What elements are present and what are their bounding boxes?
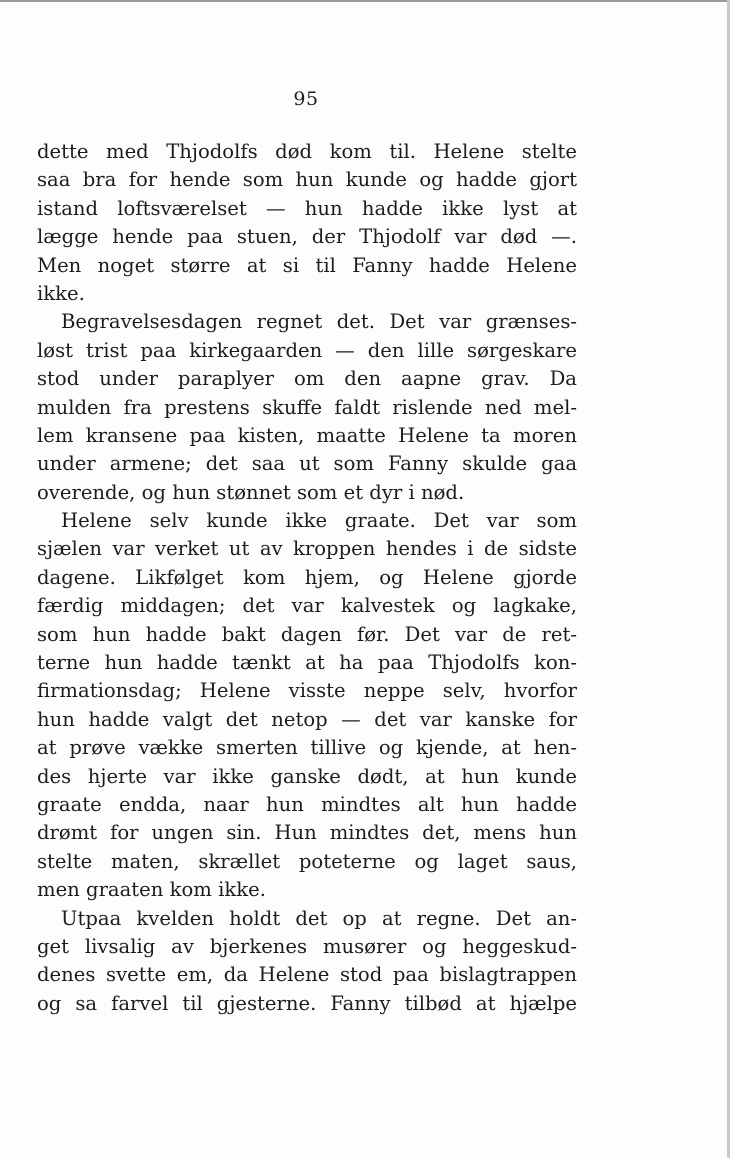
text-line: Men noget større at si til Fanny hadde Helene — [37, 253, 577, 277]
text-line: stelte maten, skrællet poteterne og laget saus, — [37, 849, 577, 873]
text-line: ikke. — [37, 281, 85, 305]
text-line: dagene. Likfølget kom hjem, og Helene gjorde — [37, 565, 577, 589]
text-line: drømt for ungen sin. Hun mindtes det, mens hun — [37, 821, 577, 845]
text-line: hun hadde valgt det netop — det var kanske for — [37, 707, 577, 731]
text-line: sjælen var verket ut av kroppen hendes i de sidste — [37, 537, 577, 561]
text-line: saa bra for hende som hun kunde og hadde gjort — [37, 168, 577, 192]
page-number: 95 — [293, 88, 319, 110]
text-line: denes svette em, da Helene stod paa bislagtrappen — [37, 963, 577, 987]
text-line: som hun hadde bakt dagen før. Det var de ret- — [37, 622, 577, 646]
text-line: Helene selv kunde ikke graate. Det var som — [61, 509, 577, 533]
text-line: færdig middagen; det var kalvestek og lagkake, — [37, 594, 577, 618]
text-line: overende, og hun stønnet som et dyr i nød. — [37, 480, 465, 504]
page-top-edge — [0, 0, 730, 2]
text-line: istand loftsværelset — hun hadde ikke lyst at — [37, 196, 577, 220]
text-line: dette med Thjodolfs død kom til. Helene stelte — [37, 140, 577, 163]
text-line: get livsalig av bjerkenes musører og heggeskud- — [37, 934, 577, 958]
text-line: lægge hende paa stuen, der Thjodolf var død —. — [37, 225, 577, 249]
text-line: terne hun hadde tænkt at ha paa Thjodolfs kon- — [37, 651, 577, 675]
body-text — [37, 138, 577, 1018]
text-line: lem kransene paa kisten, maatte Helene ta moren — [37, 423, 577, 447]
text-line: graate endda, naar hun mindtes alt hun hadde — [37, 792, 577, 816]
text-line: stod under paraplyer om den aapne grav. Da — [37, 367, 577, 391]
text-line: mulden fra prestens skuffe faldt rislende ned mel- — [37, 395, 577, 419]
text-line: firmationsdag; Helene visste neppe selv, hvorfor — [37, 679, 577, 703]
text-line: løst trist paa kirkegaarden — den lille sørgeskare — [37, 338, 577, 362]
text-line: men graaten kom ikke. — [37, 878, 266, 902]
text-line: Utpaa kvelden holdt det op at regne. Det an- — [61, 906, 577, 930]
text-line: under armene; det saa ut som Fanny skulde gaa — [37, 452, 577, 476]
text-line: des hjerte var ikke ganske dødt, at hun kunde — [37, 764, 577, 788]
text-line: at prøve vække smerten tillive og kjende, at hen- — [37, 736, 577, 760]
text-line: og sa farvel til gjesterne. Fanny tilbød at hjælpe — [37, 991, 577, 1015]
text-line: Begravelsesdagen regnet det. Det var grænses- — [61, 310, 577, 334]
